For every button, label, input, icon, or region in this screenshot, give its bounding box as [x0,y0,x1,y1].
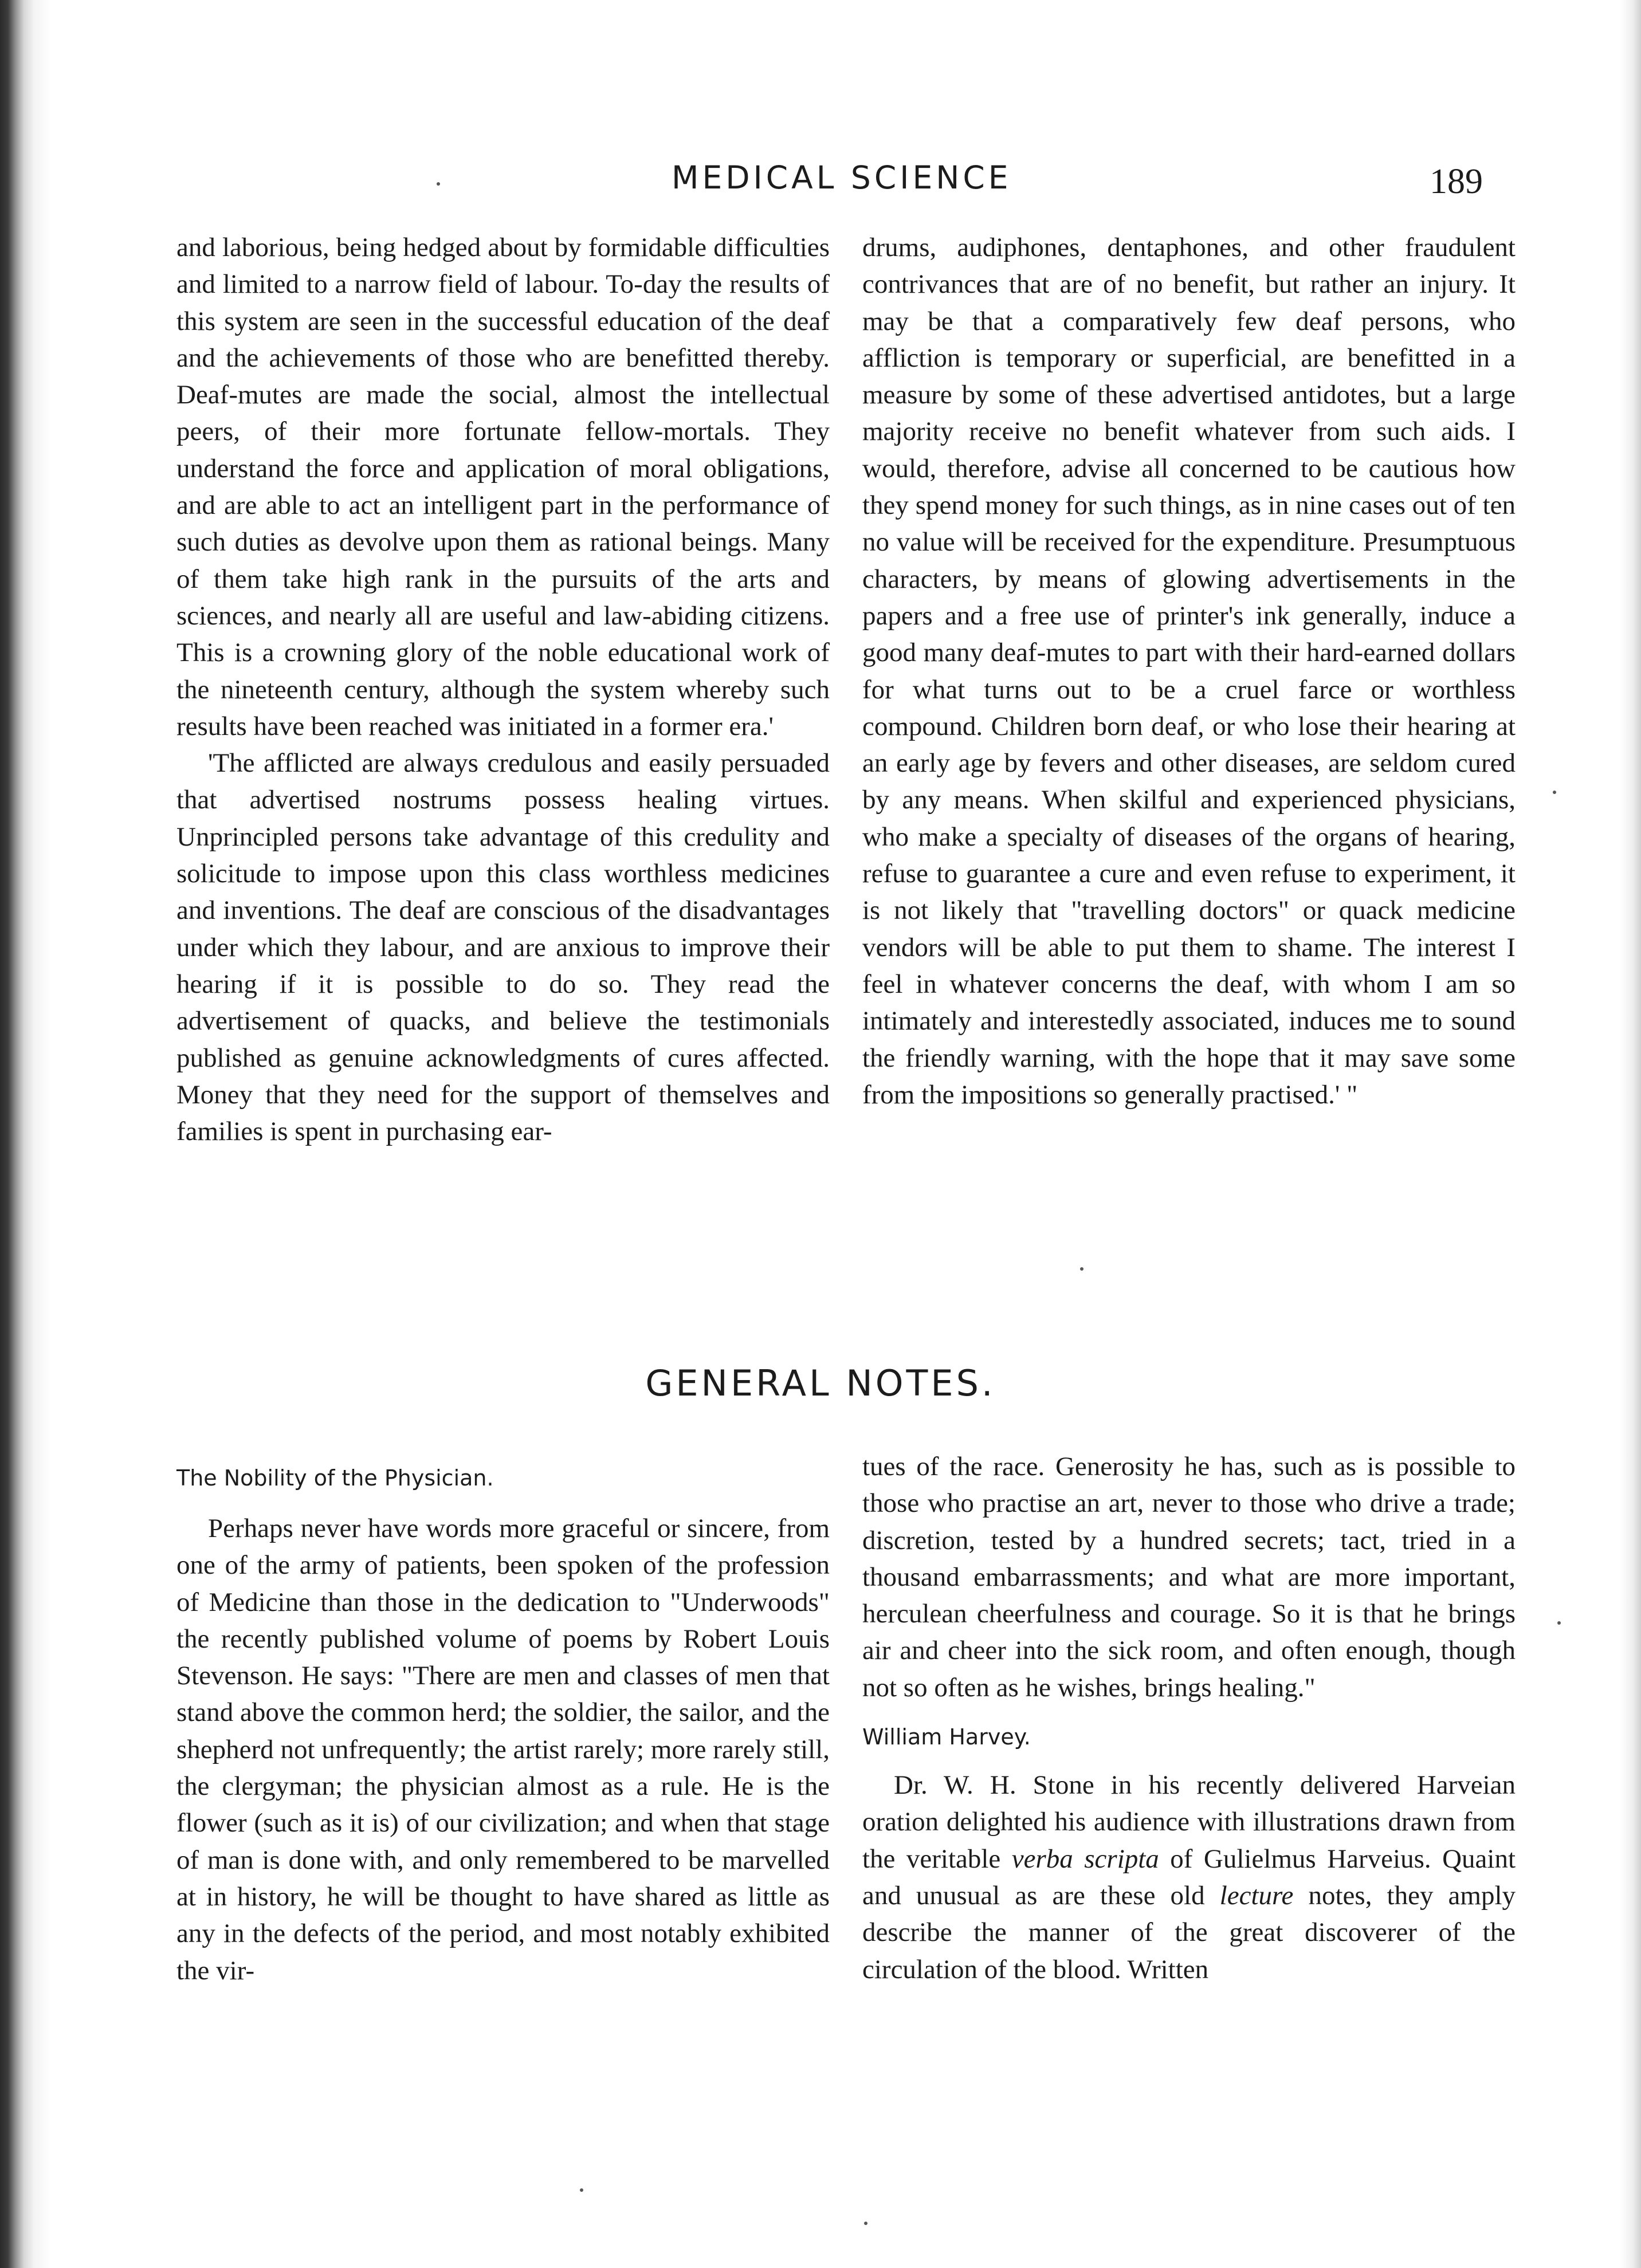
harvey-text-end: notes, they amply describe the manner of the great discoverer of the circulation of the blood. Written [862,1880,1516,1984]
paragraph-harvey [862,1767,1516,1988]
scan-speck [437,182,440,186]
scan-speck [1553,791,1556,794]
scan-speck [1080,1267,1083,1271]
section-heading-general-notes: GENERAL NOTES. [645,1362,996,1404]
harvey-text-start: Dr. W. H. Stone in his recently delivered Harveian oration delighted his audience with illustrations drawn from the veritable [862,1770,1516,1874]
paragraph: drums, audiphones, dentaphones, and other fraudulent contrivances that are of no benefit, but rather an injury. It may be that a comparatively few deaf persons, who affliction is temporary or superficial, are benefitted in a measure by some of these advertised antidotes, but a large majority receive no benefit whatever from such aids. I would, therefore, advise all concerned to be cautious how they spend money for such things, as in nine cases out of ten no value will be received for the expenditure. Presumptuous characters, by means of glowing advertisements in the papers and a free use of printer's ink generally, induce a good many deaf-mutes to part with their hard-earned dollars for what turns out to be a cruel farce or worthless compound. Children born deaf, or who lose their hearing at an early age by fevers and other diseases, are seldom cured by any means. When skilful and experienced physicians, who make a specialty of diseases of the organs of hearing, refuse to guarantee a cure and even refuse to experiment, it is not likely that "travelling doctors" or quack medicine vendors will be able to put them to shame. The interest I feel in whatever concerns the deaf, with whom I am so intimately and interestedly associated, induces me to sound the friendly warning, with the hope that it may save some from the impositions so generally practised.' " [862,233,1516,1110]
page-number: 189 [1430,162,1483,201]
running-head [0,159,1641,205]
left-column-bottom [176,1460,830,1989]
scan-speck [580,2188,583,2192]
right-edge-shadow [1620,0,1641,2268]
paragraph: 'The afflicted are always credulous and easily persuaded that advertised nostrums possess healing virtues. Unprincipled persons take advantage of this credulity and solicitude to impose upon this class worthless medicines and inventions. The deaf are conscious of the disadvantages under which they labour, and are anxious to improve their hearing if it is possible to do so. They read the advertisement of quacks, and believe the testimonials published as genuine acknowledgments of cures affected. Money that they need for the support of themselves and families is spent in purchasing ear- [176,748,830,1147]
right-column-top [862,229,1516,1113]
subhead-nobility: The Nobility of the Physician. [176,1465,494,1491]
scan-speck [864,2222,867,2225]
running-title: MEDICAL SCIENCE [672,159,1012,196]
lecture-word: lecture [1219,1880,1294,1911]
paragraph: tues of the race. Generosity he has, such as is possible to those who practise an art, never to those who drive a trade; discretion, tested by a hundred secrets; tact, tried in a thousand embarrassments; and what are more important, herculean cheerfulness and courage. So it is that he brings air and cheer into the sick room, and often enough, though not so often as he wishes, brings healing." [862,1452,1516,1703]
latin-phrase: verba scripta [1011,1844,1159,1874]
harvey-text-middle: of Gulielmus Harveius. Quaint and unusual as are these old [862,1844,1516,1911]
binding-edge-shadow [0,0,52,2268]
paragraph: Perhaps never have words more graceful or sincere, from one of the army of patients, been spoken of the profession of Medicine than those in the dedication to "Underwoods" the recently published volume of poems by Robert Louis Stevenson. He says: "There are men and classes of men that stand above the common herd; the soldier, the sailor, and the shepherd not unfrequently; the artist rarely; more rarely still, the clergyman; the physician almost as a rule. He is the flower (such as it is) of our civilization; and when that stage of man is done with, and only remembered to be marvelled at in history, he will be thought to have shared as little as any in the defects of the period, and most notably exhibited the vir- [176,1514,830,1986]
paragraph: and laborious, being hedged about by formidable difficulties and limited to a narrow field of labour. To-day the results of this system are seen in the successful education of the deaf and the achievements of those who are benefitted thereby. Deaf-mutes are made the social, almost the intellectual peers, of their more fortunate fellow-mortals. They understand the force and application of moral obligations, and are able to act an intelligent part in the performance of such duties as devolve upon them as rational beings. Many of them take high rank in the pursuits of the arts and sciences, and nearly all are useful and law-abiding citizens. This is a crowning glory of the noble educational work of the nineteenth century, although the system whereby such results have been reached was initiated in a former era.' [176,233,830,741]
right-column-bottom [862,1448,1516,1988]
scan-speck [1557,1621,1561,1625]
subhead-william-harvey: William Harvey. [862,1724,1031,1750]
left-column-top [176,229,830,1150]
